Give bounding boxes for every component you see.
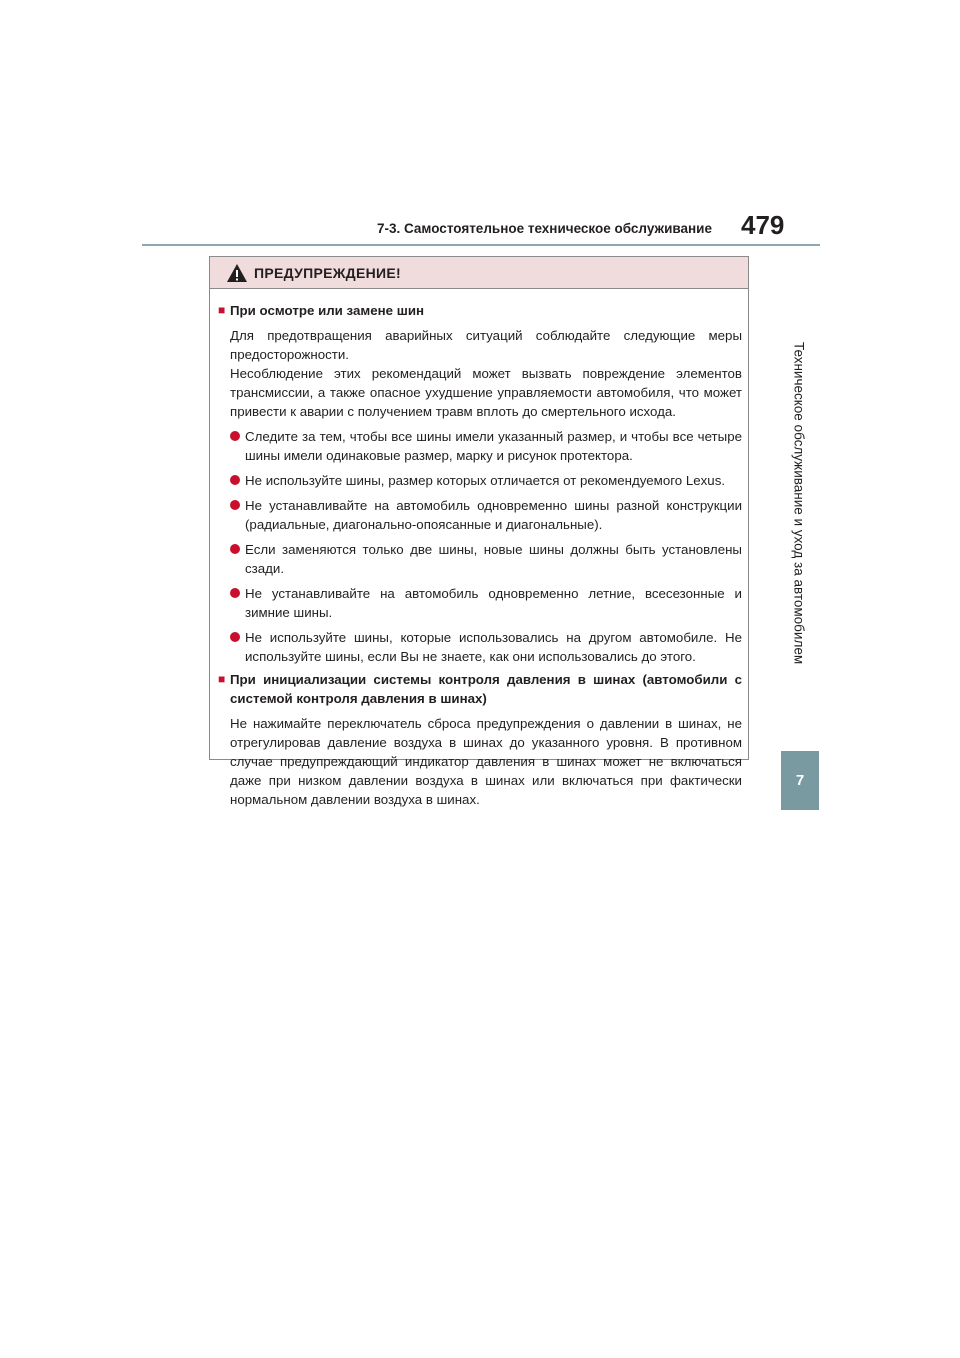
section-heading	[218, 301, 742, 320]
page-number: 479	[741, 210, 785, 240]
warning-header	[210, 257, 748, 289]
chapter-tab[interactable]: 7	[781, 751, 819, 810]
section-heading	[218, 670, 742, 708]
page-header-title: 7-3. Самостоятельное техническое обслуживание	[377, 221, 712, 236]
chapter-side-title	[781, 266, 817, 740]
bullet-dot-icon	[230, 475, 240, 485]
bullet-dot-icon	[230, 431, 240, 441]
bullet-item	[230, 427, 742, 465]
section-heading-text: При осмотре или замене шин	[230, 303, 425, 318]
warning-box	[209, 256, 749, 807]
bullet-dot-icon	[230, 588, 240, 598]
bullet-item	[230, 628, 742, 666]
paragraph: Несоблюдение этих рекомендаций может вызвать повреждение элементов трансмиссии, а также опасное ухудшение управляемости автомобиля, что может привести к аварии с получением травм вплоть до смертельного исхода.	[230, 366, 742, 419]
chapter-side-title-text: Техническое обслуживание и уход за автомобилем	[791, 341, 807, 665]
bullet-text: Если заменяются только две шины, новые шины должны быть установлены сзади.	[245, 542, 742, 576]
bullet-text: Не устанавливайте на автомобиль одновременно шины разной конструкции (радиальные, диагонально-опоясанные и диагональные).	[245, 498, 742, 532]
bullet-text: Не устанавливайте на автомобиль одновременно летние, всесезонные и зимние шины.	[245, 586, 742, 620]
paragraph: Для предотвращения аварийных ситуаций соблюдайте следующие меры предосторожности.	[230, 328, 742, 362]
bullet-item	[230, 496, 742, 534]
section-heading-text: При инициализации системы контроля давления в шинах (автомобили с системой контроля давления в шинах)	[230, 672, 742, 706]
square-marker-icon: ■	[218, 672, 226, 686]
bullet-item	[230, 540, 742, 578]
bullet-text: Следите за тем, чтобы все шины имели указанный размер, и чтобы все четыре шины имели одинаковые размер, марку и рисунок протектора.	[245, 429, 742, 463]
bullet-dot-icon	[230, 500, 240, 510]
bullet-item	[230, 584, 742, 622]
square-marker-icon: ■	[218, 303, 226, 317]
warning-body	[210, 289, 748, 809]
warning-triangle-icon	[226, 263, 248, 283]
bullet-text: Не используйте шины, которые использовались на другом автомобиле. Не используйте шины, если Вы не знаете, как они использовались до этого.	[245, 630, 742, 664]
warning-label: ПРЕДУПРЕЖДЕНИЕ!	[254, 264, 401, 281]
paragraph: Не нажимайте переключатель сброса предупреждения о давлении в шинах, не отрегулировав давление воздуха в шинах до указанного уровня. В противном случае предупреждающий индикатор давления в шинах может не включаться даже при низком давлении воздуха в шинах или включаться при фактически нормальном давлении воздуха в шинах.	[230, 716, 742, 807]
header-divider	[142, 244, 820, 246]
bullet-dot-icon	[230, 544, 240, 554]
bullet-text: Не используйте шины, размер которых отличается от рекомендуемого Lexus.	[245, 473, 726, 488]
bullet-item	[230, 471, 742, 490]
bullet-dot-icon	[230, 632, 240, 642]
